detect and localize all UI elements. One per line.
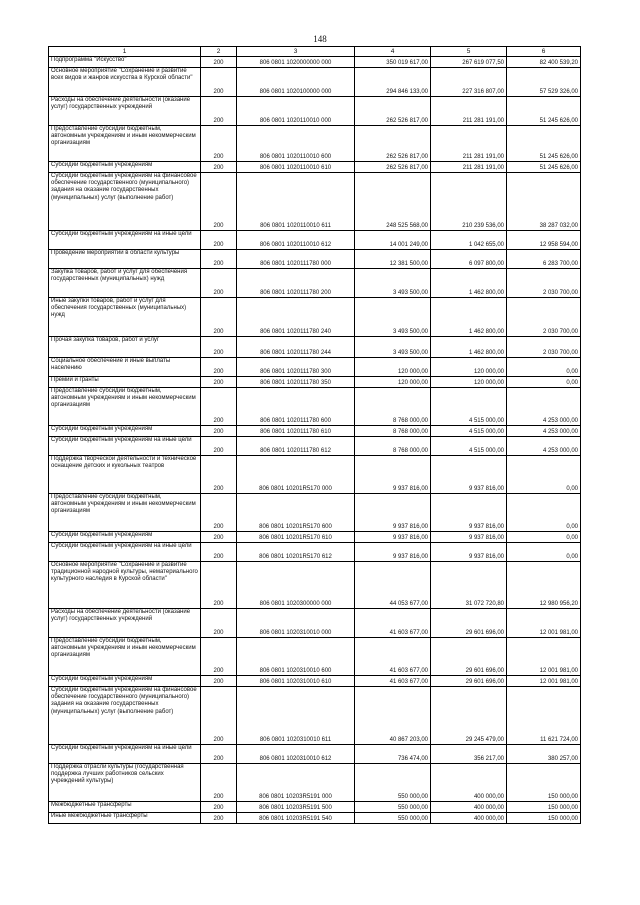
row-value-col4-cell: 9 937 816,00 — [355, 456, 431, 494]
row-name-cell: Субсидии бюджетным учреждениям на иные цели — [49, 231, 201, 250]
row-value-col5-cell: 1 462 800,00 — [431, 298, 507, 337]
row-name-cell: Субсидии бюджетным учреждениям — [49, 532, 201, 543]
row-code-cell: 806 0801 1020310010 610 — [237, 676, 355, 687]
row-code-cell: 806 0801 1020111780 244 — [237, 337, 355, 358]
row-value-col5-cell: 267 619 077,50 — [431, 57, 507, 68]
row-value-col4-cell: 3 493 500,00 — [355, 298, 431, 337]
row-code-cell: 806 0801 1020110010 611 — [237, 173, 355, 231]
row-value-col6-cell: 38 287 032,00 — [507, 173, 581, 231]
row-section-cell: 200 — [201, 269, 237, 298]
row-code-cell: 806 0801 1020111780 350 — [237, 377, 355, 388]
row-name-cell: Расходы на обеспечение деятельности (оказание услуг) государственных учреждений — [49, 609, 201, 638]
row-name-cell: Предоставление субсидий бюджетным, автономным учреждениям и иным некоммерческим организациям — [49, 638, 201, 676]
row-name-cell: Субсидии бюджетным учреждениям на иные цели — [49, 437, 201, 456]
row-value-col5-cell: 4 515 000,00 — [431, 437, 507, 456]
row-value-col5-cell: 211 281 191,00 — [431, 97, 507, 126]
row-value-col5-cell: 1 462 800,00 — [431, 337, 507, 358]
table-row — [49, 532, 581, 543]
row-value-col5-cell: 1 462 800,00 — [431, 269, 507, 298]
column-header: 3 — [237, 47, 355, 57]
row-value-col5-cell: 6 097 800,00 — [431, 250, 507, 269]
table-row — [49, 813, 581, 824]
column-header: 2 — [201, 47, 237, 57]
row-name-cell: Субсидии бюджетным учреждениям — [49, 426, 201, 437]
table-row — [49, 745, 581, 764]
row-name-cell: Субсидии бюджетным учреждениям на финансовое обеспечение государственного (муниципального) задания на оказание государственных (муниципальных) услуг (выполнение работ) — [49, 687, 201, 745]
row-section-cell: 200 — [201, 126, 237, 162]
row-section-cell: 200 — [201, 388, 237, 426]
row-value-col6-cell: 150 000,00 — [507, 813, 581, 824]
row-value-col5-cell: 120 000,00 — [431, 358, 507, 377]
row-value-col6-cell: 12 980 956,20 — [507, 562, 581, 609]
row-name-cell: Иные закупки товаров, работ и услуг для обеспечения государственных (муниципальных) нужд — [49, 298, 201, 337]
row-code-cell: 806 0801 1020110010 000 — [237, 97, 355, 126]
row-value-col4-cell: 262 526 817,00 — [355, 97, 431, 126]
row-section-cell: 200 — [201, 437, 237, 456]
row-section-cell: 200 — [201, 676, 237, 687]
row-section-cell: 200 — [201, 231, 237, 250]
table-row — [49, 162, 581, 173]
column-header: 4 — [355, 47, 431, 57]
table-row — [49, 377, 581, 388]
row-code-cell: 806 0801 1020111780 200 — [237, 269, 355, 298]
row-value-col6-cell: 51 245 626,00 — [507, 97, 581, 126]
row-value-col5-cell: 29 601 696,00 — [431, 609, 507, 638]
row-code-cell: 806 0801 1020300000 000 — [237, 562, 355, 609]
row-value-col4-cell: 736 474,00 — [355, 745, 431, 764]
table-row — [49, 388, 581, 426]
row-section-cell: 200 — [201, 745, 237, 764]
row-name-cell: Предоставление субсидий бюджетным, автономным учреждениям и иным некоммерческим организациям — [49, 126, 201, 162]
row-section-cell: 200 — [201, 532, 237, 543]
row-code-cell: 806 0801 1020310010 612 — [237, 745, 355, 764]
row-value-col6-cell: 2 030 700,00 — [507, 298, 581, 337]
row-value-col5-cell: 400 000,00 — [431, 764, 507, 802]
row-name-cell: Поддержка творческой деятельности и техническое оснащение детских и кукольных театров — [49, 456, 201, 494]
row-code-cell: 806 0801 10203R5191 000 — [237, 764, 355, 802]
row-name-cell: Межбюджетные трансферты — [49, 802, 201, 813]
row-code-cell: 806 0801 1020111780 610 — [237, 426, 355, 437]
table-row — [49, 269, 581, 298]
row-value-col6-cell: 12 001 981,00 — [507, 676, 581, 687]
row-name-cell: Субсидии бюджетным учреждениям на иные цели — [49, 543, 201, 562]
row-value-col5-cell: 211 281 191,00 — [431, 162, 507, 173]
row-value-col5-cell: 356 217,00 — [431, 745, 507, 764]
row-value-col6-cell: 12 001 981,00 — [507, 638, 581, 676]
row-name-cell: Закупка товаров, работ и услуг для обеспечения государственных (муниципальных) нужд — [49, 269, 201, 298]
row-value-col5-cell: 29 601 696,00 — [431, 676, 507, 687]
table-row — [49, 126, 581, 162]
row-value-col5-cell: 29 245 479,00 — [431, 687, 507, 745]
row-value-col5-cell: 31 072 720,80 — [431, 562, 507, 609]
row-value-col5-cell: 29 601 696,00 — [431, 638, 507, 676]
row-section-cell: 200 — [201, 250, 237, 269]
row-value-col4-cell: 3 493 500,00 — [355, 337, 431, 358]
row-name-cell: Социальное обеспечение и иные выплаты населению — [49, 358, 201, 377]
row-name-cell: Субсидии бюджетным учреждениям на финансовое обеспечение государственного (муниципального) задания на оказание государственных (муниципальных) услуг (выполнение работ) — [49, 173, 201, 231]
table-row — [49, 358, 581, 377]
row-section-cell: 200 — [201, 543, 237, 562]
table-row — [49, 456, 581, 494]
row-code-cell: 806 0801 1020310010 611 — [237, 687, 355, 745]
row-code-cell: 806 0801 1020111780 612 — [237, 437, 355, 456]
row-section-cell: 200 — [201, 162, 237, 173]
row-value-col4-cell: 350 019 617,00 — [355, 57, 431, 68]
page-number: 148 — [313, 34, 327, 44]
row-value-col5-cell: 9 937 816,00 — [431, 456, 507, 494]
row-value-col4-cell: 9 937 816,00 — [355, 543, 431, 562]
row-name-cell: Субсидии бюджетным учреждениям — [49, 676, 201, 687]
row-section-cell: 200 — [201, 562, 237, 609]
row-section-cell: 200 — [201, 173, 237, 231]
row-value-col6-cell: 57 529 326,00 — [507, 68, 581, 97]
row-value-col4-cell: 14 001 249,00 — [355, 231, 431, 250]
row-value-col6-cell: 4 253 000,00 — [507, 437, 581, 456]
row-code-cell: 806 0801 10203R5191 500 — [237, 802, 355, 813]
row-name-cell: Расходы на обеспечение деятельности (оказание услуг) государственных учреждений — [49, 97, 201, 126]
table-row — [49, 426, 581, 437]
row-value-col5-cell: 1 042 655,00 — [431, 231, 507, 250]
row-section-cell: 200 — [201, 494, 237, 532]
row-section-cell: 200 — [201, 802, 237, 813]
row-value-col5-cell: 4 515 000,00 — [431, 426, 507, 437]
row-value-col4-cell: 550 000,00 — [355, 813, 431, 824]
budget-table — [48, 46, 581, 824]
row-value-col4-cell: 550 000,00 — [355, 764, 431, 802]
row-value-col4-cell: 550 000,00 — [355, 802, 431, 813]
row-value-col6-cell: 0,00 — [507, 377, 581, 388]
table-row — [49, 562, 581, 609]
row-section-cell: 200 — [201, 687, 237, 745]
row-code-cell: 806 0801 1020000000 000 — [237, 57, 355, 68]
row-value-col6-cell: 0,00 — [507, 543, 581, 562]
row-name-cell: Основное мероприятие "Сохранение и развитие традиционной народной культуры, нематериального культурного наследия в Курской области" — [49, 562, 201, 609]
row-value-col6-cell: 51 245 626,00 — [507, 126, 581, 162]
row-value-col6-cell: 150 000,00 — [507, 764, 581, 802]
row-section-cell: 200 — [201, 358, 237, 377]
row-section-cell: 200 — [201, 337, 237, 358]
table-row — [49, 97, 581, 126]
row-value-col6-cell: 2 030 700,00 — [507, 337, 581, 358]
row-value-col4-cell: 9 937 816,00 — [355, 532, 431, 543]
table-row — [49, 802, 581, 813]
row-value-col4-cell: 40 867 203,00 — [355, 687, 431, 745]
row-code-cell: 806 0801 1020111780 000 — [237, 250, 355, 269]
table-header-row — [49, 47, 581, 57]
row-value-col4-cell: 8 768 000,00 — [355, 426, 431, 437]
row-code-cell: 806 0801 10201R5170 600 — [237, 494, 355, 532]
row-code-cell: 806 0801 1020310010 000 — [237, 609, 355, 638]
row-section-cell: 200 — [201, 68, 237, 97]
table-row — [49, 57, 581, 68]
row-value-col6-cell: 4 253 000,00 — [507, 388, 581, 426]
row-section-cell: 200 — [201, 57, 237, 68]
row-section-cell: 200 — [201, 97, 237, 126]
row-value-col6-cell: 2 030 700,00 — [507, 269, 581, 298]
column-header: 6 — [507, 47, 581, 57]
table-row — [49, 437, 581, 456]
row-value-col4-cell: 41 603 677,00 — [355, 609, 431, 638]
row-name-cell: Предоставление субсидий бюджетным, автономным учреждениям и иным некоммерческим организациям — [49, 388, 201, 426]
row-name-cell: Основное мероприятие "Сохранение и развитие всех видов и жанров искусства в Курской области" — [49, 68, 201, 97]
row-section-cell: 200 — [201, 764, 237, 802]
table-row — [49, 68, 581, 97]
row-value-col4-cell: 248 525 568,00 — [355, 173, 431, 231]
table-row — [49, 676, 581, 687]
table-row — [49, 687, 581, 745]
row-value-col4-cell: 12 381 500,00 — [355, 250, 431, 269]
row-value-col4-cell: 44 053 677,00 — [355, 562, 431, 609]
row-value-col6-cell: 12 001 981,00 — [507, 609, 581, 638]
table-body — [49, 57, 581, 824]
row-value-col5-cell: 9 937 816,00 — [431, 532, 507, 543]
row-name-cell: Субсидии бюджетным учреждениям — [49, 162, 201, 173]
row-section-cell: 200 — [201, 426, 237, 437]
table-row — [49, 298, 581, 337]
column-header: 1 — [49, 47, 201, 57]
row-section-cell: 200 — [201, 298, 237, 337]
row-value-col6-cell: 12 958 594,00 — [507, 231, 581, 250]
row-value-col4-cell: 41 603 677,00 — [355, 638, 431, 676]
row-code-cell: 806 0801 1020110010 610 — [237, 162, 355, 173]
row-value-col6-cell: 51 245 626,00 — [507, 162, 581, 173]
row-code-cell: 806 0801 1020100000 000 — [237, 68, 355, 97]
row-code-cell: 806 0801 1020110010 612 — [237, 231, 355, 250]
row-name-cell: Прочая закупка товаров, работ и услуг — [49, 337, 201, 358]
row-value-col6-cell: 4 253 000,00 — [507, 426, 581, 437]
row-value-col6-cell: 150 000,00 — [507, 802, 581, 813]
row-value-col4-cell: 41 603 677,00 — [355, 676, 431, 687]
row-value-col5-cell: 4 515 000,00 — [431, 388, 507, 426]
row-value-col6-cell: 0,00 — [507, 532, 581, 543]
row-value-col4-cell: 9 937 816,00 — [355, 494, 431, 532]
table-row — [49, 764, 581, 802]
row-section-cell: 200 — [201, 609, 237, 638]
row-name-cell: Подпрограмма "Искусство" — [49, 57, 201, 68]
row-value-col4-cell: 120 000,00 — [355, 358, 431, 377]
row-value-col4-cell: 294 846 133,00 — [355, 68, 431, 97]
row-value-col4-cell: 120 000,00 — [355, 377, 431, 388]
row-value-col5-cell: 9 937 816,00 — [431, 494, 507, 532]
row-value-col4-cell: 3 493 500,00 — [355, 269, 431, 298]
row-section-cell: 200 — [201, 377, 237, 388]
row-value-col6-cell: 0,00 — [507, 494, 581, 532]
row-name-cell: Субсидии бюджетным учреждениям на иные цели — [49, 745, 201, 764]
row-code-cell: 806 0801 10203R5191 540 — [237, 813, 355, 824]
row-value-col5-cell: 9 937 816,00 — [431, 543, 507, 562]
table-row — [49, 543, 581, 562]
row-name-cell: Поддержка отрасли культуры (государственная поддержка лучших работников сельских учреждений культуры) — [49, 764, 201, 802]
row-code-cell: 806 0801 1020310010 600 — [237, 638, 355, 676]
table-row — [49, 638, 581, 676]
row-name-cell: Предоставление субсидий бюджетным, автономным учреждениям и иным некоммерческим организациям — [49, 494, 201, 532]
row-value-col5-cell: 211 281 191,00 — [431, 126, 507, 162]
row-value-col5-cell: 400 000,00 — [431, 802, 507, 813]
table-row — [49, 173, 581, 231]
table-row — [49, 231, 581, 250]
table-row — [49, 609, 581, 638]
table-row — [49, 494, 581, 532]
row-value-col4-cell: 262 526 817,00 — [355, 126, 431, 162]
row-code-cell: 806 0801 1020111780 600 — [237, 388, 355, 426]
row-section-cell: 200 — [201, 638, 237, 676]
row-section-cell: 200 — [201, 456, 237, 494]
row-code-cell: 806 0801 1020111780 300 — [237, 358, 355, 377]
row-value-col6-cell: 380 257,00 — [507, 745, 581, 764]
row-value-col5-cell: 400 000,00 — [431, 813, 507, 824]
table-row — [49, 337, 581, 358]
row-value-col6-cell: 0,00 — [507, 456, 581, 494]
row-name-cell: Проведение мероприятий в области культуры — [49, 250, 201, 269]
row-value-col4-cell: 8 768 000,00 — [355, 388, 431, 426]
row-value-col6-cell: 6 283 700,00 — [507, 250, 581, 269]
row-code-cell: 806 0801 10201R5170 610 — [237, 532, 355, 543]
row-value-col5-cell: 227 316 807,00 — [431, 68, 507, 97]
row-value-col5-cell: 120 000,00 — [431, 377, 507, 388]
row-code-cell: 806 0801 10201R5170 000 — [237, 456, 355, 494]
row-code-cell: 806 0801 10201R5170 612 — [237, 543, 355, 562]
row-value-col5-cell: 210 239 536,00 — [431, 173, 507, 231]
row-name-cell: Премии и гранты — [49, 377, 201, 388]
column-header: 5 — [431, 47, 507, 57]
row-value-col6-cell: 82 400 539,20 — [507, 57, 581, 68]
row-value-col6-cell: 0,00 — [507, 358, 581, 377]
row-value-col6-cell: 11 621 724,00 — [507, 687, 581, 745]
row-value-col4-cell: 8 768 000,00 — [355, 437, 431, 456]
row-name-cell: Иные межбюджетные трансферты — [49, 813, 201, 824]
table-row — [49, 250, 581, 269]
row-code-cell: 806 0801 1020110010 600 — [237, 126, 355, 162]
row-code-cell: 806 0801 1020111780 240 — [237, 298, 355, 337]
row-section-cell: 200 — [201, 813, 237, 824]
row-value-col4-cell: 262 526 817,00 — [355, 162, 431, 173]
